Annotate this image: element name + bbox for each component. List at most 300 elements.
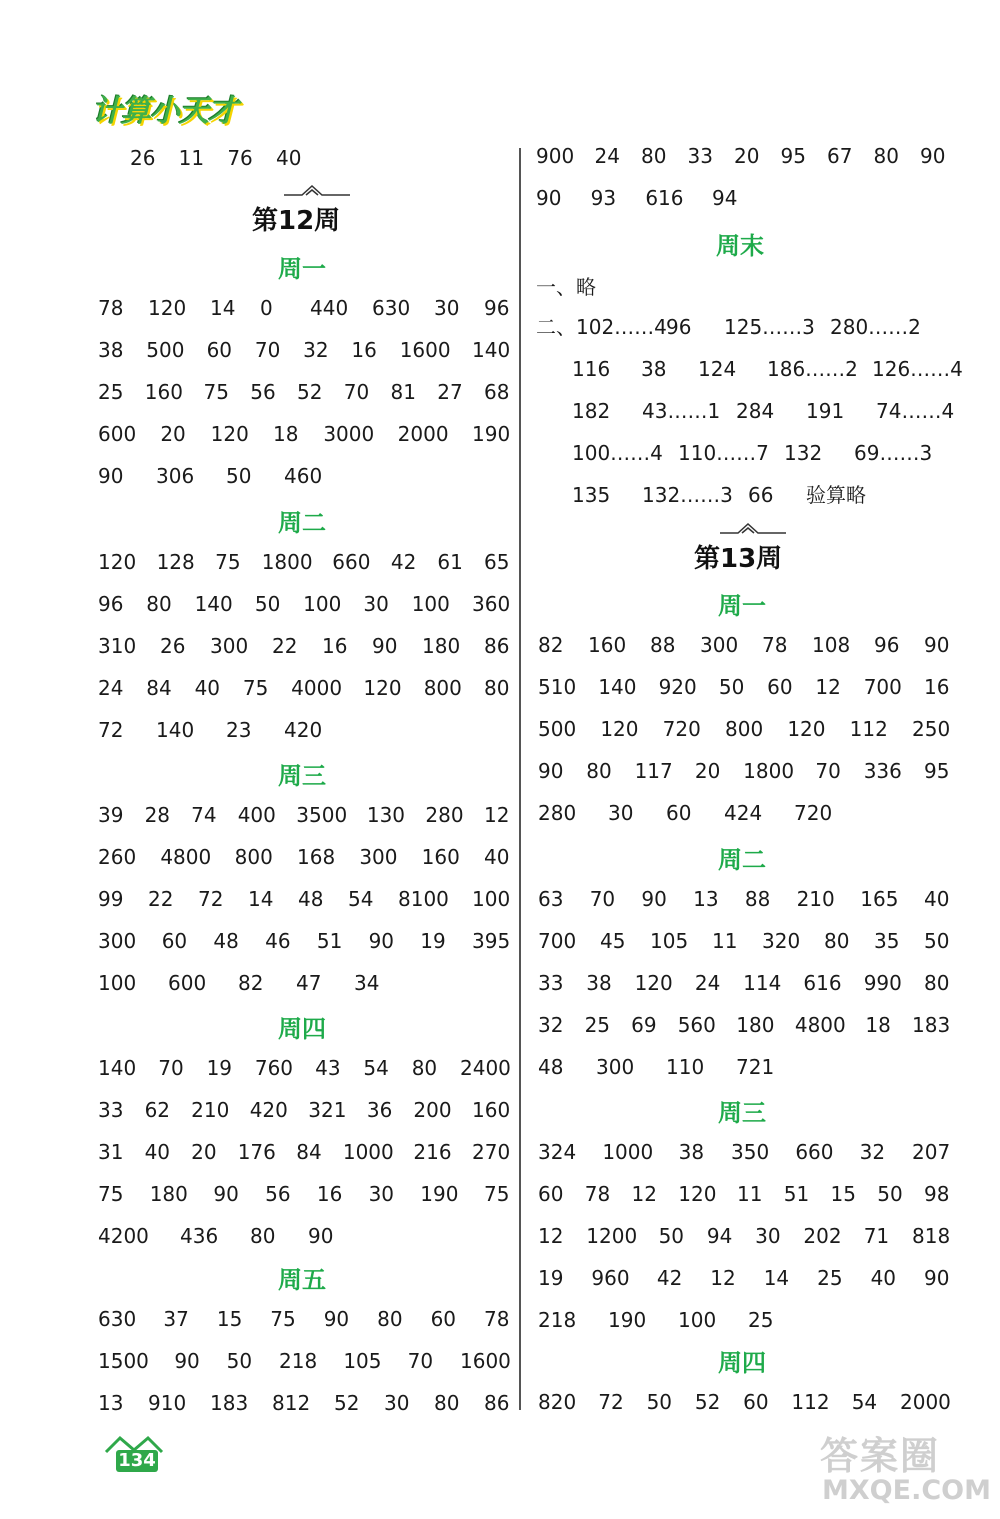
answer-value: 105 xyxy=(343,1349,382,1373)
answer-row xyxy=(538,1385,951,1419)
answer-value: 80 xyxy=(146,592,172,616)
answer-value: 31 xyxy=(98,1140,124,1164)
answer-value: 132 xyxy=(784,441,823,465)
answer-value: 40 xyxy=(194,676,221,700)
answer-value: 1600 xyxy=(460,1349,511,1373)
answer-value: 69 xyxy=(631,1013,657,1037)
answer-value: 19 xyxy=(420,929,446,953)
answer-value: 60 xyxy=(206,338,233,362)
answer-value: 74 xyxy=(191,803,217,827)
answer-row xyxy=(98,1219,508,1253)
answer-value: 70 xyxy=(589,887,616,911)
answer-row xyxy=(538,1219,951,1253)
watermark xyxy=(820,1425,990,1515)
answer-value: 910 xyxy=(148,1391,187,1415)
answer-value: 51 xyxy=(316,929,343,953)
answer-value: 70 xyxy=(815,759,841,783)
answer-value: 120 xyxy=(98,550,137,574)
answer-value: 12 xyxy=(484,803,510,827)
answer-value: 120 xyxy=(363,676,402,700)
answer-value: 320 xyxy=(762,929,801,953)
answer-value: 72 xyxy=(598,1390,624,1414)
answer-value: 90 xyxy=(372,634,398,658)
answer-value: 一、略 xyxy=(536,275,596,299)
answer-value: 280 xyxy=(538,801,577,825)
answer-value: 630 xyxy=(372,296,411,320)
answer-value: 88 xyxy=(744,887,771,911)
answer-value: 100 xyxy=(472,887,511,911)
answer-value: 300 xyxy=(596,1055,635,1079)
answer-value: 75 xyxy=(242,676,269,700)
answer-value: 100 xyxy=(303,592,342,616)
answer-row xyxy=(98,1386,508,1420)
answer-value: 78 xyxy=(98,296,124,320)
answer-value: 110 xyxy=(666,1055,705,1079)
answer-value: 90 xyxy=(368,929,395,953)
answer-value: 1600 xyxy=(399,338,451,362)
answer-value: 191 xyxy=(806,399,845,423)
answer-value: 99 xyxy=(98,887,124,911)
answer-value: 202 xyxy=(803,1224,842,1248)
answer-value: 95 xyxy=(924,759,950,783)
answer-value: 350 xyxy=(731,1140,770,1164)
answer-value: 33 xyxy=(687,144,713,168)
answer-value: 72 xyxy=(98,718,124,742)
answer-value: 1200 xyxy=(586,1224,638,1248)
answer-value: 80 xyxy=(924,971,950,995)
answer-value: 81 xyxy=(390,380,416,404)
answer-value: 210 xyxy=(191,1098,230,1122)
answer-value: 1000 xyxy=(602,1140,654,1164)
answer-value: 300 xyxy=(359,845,398,869)
answer-value: 27 xyxy=(437,380,463,404)
answer-row xyxy=(538,712,951,746)
answer-value: 216 xyxy=(413,1140,452,1164)
answer-value: 20 xyxy=(160,422,186,446)
answer-value: 218 xyxy=(538,1308,577,1332)
answer-value: 90 xyxy=(536,186,562,210)
answer-value: 70 xyxy=(158,1056,184,1080)
answer-value: 70 xyxy=(343,380,370,404)
answer-value: 48 xyxy=(213,929,239,953)
day-title: 周三 xyxy=(718,1099,766,1127)
answer-value: 50 xyxy=(254,592,281,616)
answer-value: 52 xyxy=(297,380,323,404)
answer-value: 1800 xyxy=(743,759,795,783)
answer-value: 30 xyxy=(368,1182,395,1206)
answer-value: 40 xyxy=(870,1266,897,1290)
answer-value: 183 xyxy=(210,1391,249,1415)
answer-value: 1800 xyxy=(261,550,313,574)
answer-value: 80 xyxy=(434,1391,460,1415)
answer-value: 160 xyxy=(588,633,627,657)
answer-value: 140 xyxy=(98,1056,137,1080)
answer-value: 20 xyxy=(734,144,760,168)
answer-value: 820 xyxy=(538,1390,577,1414)
answer-value: 190 xyxy=(608,1308,647,1332)
answer-value: 12 xyxy=(538,1224,564,1248)
answer-value: 700 xyxy=(538,929,577,953)
answer-value: 13 xyxy=(98,1391,124,1415)
answer-value: 310 xyxy=(98,634,137,658)
answer-value: 400 xyxy=(237,803,276,827)
answer-value: 180 xyxy=(736,1013,775,1037)
answer-value: 124 xyxy=(698,357,737,381)
answer-value: 270 xyxy=(472,1140,511,1164)
answer-row xyxy=(572,394,955,428)
answer-value: 125……3 xyxy=(724,315,815,339)
answer-value: 45 xyxy=(600,929,626,953)
day-title: 周三 xyxy=(278,762,326,790)
answer-value: 207 xyxy=(912,1140,951,1164)
answer-value: 18 xyxy=(865,1013,891,1037)
answer-value: 80 xyxy=(824,929,850,953)
answer-value: 25 xyxy=(98,380,124,404)
answer-value: 12 xyxy=(815,675,841,699)
day-title: 周四 xyxy=(718,1349,766,1377)
answer-value: 8100 xyxy=(398,887,449,911)
answer-value: 100 xyxy=(411,592,450,616)
answer-value: 84 xyxy=(296,1140,322,1164)
answer-value: 42 xyxy=(390,550,417,574)
answer-value: 66 xyxy=(748,483,774,507)
answer-value: 75 xyxy=(270,1307,296,1331)
answer-value: 65 xyxy=(484,550,510,574)
answer-value: 50 xyxy=(877,1182,903,1206)
answer-value: 11 xyxy=(178,146,205,170)
answer-value: 135 xyxy=(572,483,611,507)
answer-row xyxy=(98,924,511,958)
weekend-title: 周末 xyxy=(716,232,764,260)
answer-value: 16 xyxy=(351,338,377,362)
answer-value: 176 xyxy=(237,1140,276,1164)
answer-value: 110……7 xyxy=(678,441,769,465)
answer-value: 0 xyxy=(260,296,273,320)
answer-value: 88 xyxy=(650,633,676,657)
answer-value: 96 xyxy=(98,592,124,616)
answer-value: 760 xyxy=(254,1056,294,1080)
answer-row xyxy=(538,796,948,830)
answer-value: 39 xyxy=(98,803,124,827)
answer-row xyxy=(536,139,944,173)
answer-value: 15 xyxy=(216,1307,243,1331)
answer-row xyxy=(98,713,508,747)
answer-value: 90 xyxy=(920,144,946,168)
answer-value: 76 xyxy=(227,146,253,170)
answer-value: 80 xyxy=(586,759,612,783)
answer-value: 120 xyxy=(634,971,673,995)
answer-row xyxy=(538,1008,951,1042)
answer-value: 280……2 xyxy=(830,315,921,339)
answer-row xyxy=(538,1303,948,1337)
answer-value: 140 xyxy=(156,718,195,742)
answer-value: 112 xyxy=(791,1390,830,1414)
answer-value: 24 xyxy=(694,971,721,995)
answer-row xyxy=(98,1093,511,1127)
answer-value: 160 xyxy=(144,380,183,404)
answer-value: 960 xyxy=(591,1266,630,1290)
answer-value: 114 xyxy=(743,971,782,995)
answer-value: 800 xyxy=(234,845,273,869)
answer-value: 68 xyxy=(484,380,510,404)
answer-value: 78 xyxy=(584,1182,611,1206)
answer-row xyxy=(536,270,616,304)
answer-value: 2000 xyxy=(397,422,449,446)
answer-value: 75 xyxy=(98,1182,124,1206)
answer-value: 250 xyxy=(912,717,951,741)
answer-value: 70 xyxy=(254,338,281,362)
answer-value: 38 xyxy=(678,1140,705,1164)
answer-value: 190 xyxy=(472,422,511,446)
answer-value: 2400 xyxy=(460,1056,511,1080)
answer-value: 43……1 xyxy=(642,399,721,423)
answer-value: 75 xyxy=(215,550,241,574)
column-divider xyxy=(519,148,521,1410)
week-ornament xyxy=(282,183,352,197)
day-title: 周四 xyxy=(278,1015,326,1043)
logo: 计算小天才 xyxy=(92,94,237,129)
answer-row xyxy=(538,882,948,916)
answer-value: 25 xyxy=(748,1308,774,1332)
answer-value: 48 xyxy=(538,1055,564,1079)
answer-value: 32 xyxy=(303,338,329,362)
answer-value: 19 xyxy=(538,1266,564,1290)
answer-value: 14 xyxy=(210,296,236,320)
answer-value: 900 xyxy=(536,144,575,168)
answer-value: 94 xyxy=(712,186,738,210)
day-title: 周五 xyxy=(278,1266,326,1294)
answer-value: 94 xyxy=(706,1224,733,1248)
answer-value: 120 xyxy=(210,422,249,446)
answer-value: 500 xyxy=(146,338,185,362)
answer-value: 168 xyxy=(297,845,336,869)
answer-value: 78 xyxy=(762,633,788,657)
answer-value: 108 xyxy=(812,633,851,657)
answer-row xyxy=(572,352,963,386)
answer-value: 32 xyxy=(538,1013,564,1037)
answer-value: 1500 xyxy=(98,1349,149,1373)
answer-value: 34 xyxy=(354,971,380,995)
day-title: 周二 xyxy=(718,846,766,874)
answer-value: 78 xyxy=(484,1307,510,1331)
answer-value: 183 xyxy=(912,1013,951,1037)
page-number: 134 xyxy=(116,1450,158,1472)
answer-value: 37 xyxy=(163,1307,189,1331)
answer-value: 420 xyxy=(284,718,323,742)
answer-value: 二、102……4 xyxy=(536,315,667,339)
answer-value: 4800 xyxy=(794,1013,846,1037)
answer-value: 20 xyxy=(191,1140,217,1164)
answer-row xyxy=(98,459,508,493)
answer-row xyxy=(98,333,511,367)
answer-value: 324 xyxy=(538,1140,577,1164)
answer-value: 验算略 xyxy=(806,483,866,507)
answer-value: 660 xyxy=(795,1140,834,1164)
answer-value: 30 xyxy=(434,296,460,320)
answer-value: 616 xyxy=(803,971,842,995)
answer-row xyxy=(538,1177,948,1211)
answer-value: 180 xyxy=(422,634,461,658)
answer-row xyxy=(98,1302,508,1336)
answer-value: 600 xyxy=(168,971,207,995)
answer-value: 38 xyxy=(641,357,667,381)
answer-value: 42 xyxy=(656,1266,683,1290)
answer-row xyxy=(538,1050,948,1084)
answer-value: 75 xyxy=(203,380,229,404)
answer-value: 90 xyxy=(98,464,124,488)
answer-value: 80 xyxy=(411,1056,438,1080)
answer-value: 4800 xyxy=(160,845,212,869)
answer-value: 38 xyxy=(586,971,612,995)
answer-value: 19 xyxy=(206,1056,233,1080)
answer-row xyxy=(98,629,508,663)
answer-value: 69……3 xyxy=(854,441,933,465)
answer-value: 35 xyxy=(874,929,900,953)
answer-value: 12 xyxy=(710,1266,736,1290)
answer-row xyxy=(130,141,300,175)
answer-value: 32 xyxy=(859,1140,886,1164)
answer-value: 67 xyxy=(827,144,853,168)
answer-value: 28 xyxy=(144,803,171,827)
answer-value: 3000 xyxy=(323,422,375,446)
answer-value: 74……4 xyxy=(876,399,955,423)
answer-value: 93 xyxy=(590,186,617,210)
answer-row xyxy=(538,1261,948,1295)
day-title: 周一 xyxy=(718,592,766,620)
answer-value: 116 xyxy=(572,357,611,381)
answer-value: 190 xyxy=(420,1182,459,1206)
answer-value: 140 xyxy=(194,592,233,616)
answer-value: 50 xyxy=(924,929,950,953)
answer-value: 126……4 xyxy=(872,357,963,381)
answer-value: 40 xyxy=(484,845,510,869)
answer-row xyxy=(98,1177,508,1211)
answer-row xyxy=(538,966,948,1000)
answer-value: 51 xyxy=(783,1182,810,1206)
answer-value: 50 xyxy=(658,1224,685,1248)
answer-row xyxy=(98,291,508,325)
answer-value: 26 xyxy=(130,146,156,170)
answer-value: 98 xyxy=(924,1182,950,1206)
answer-value: 440 xyxy=(310,296,349,320)
answer-value: 90 xyxy=(924,1266,950,1290)
answer-value: 13 xyxy=(693,887,719,911)
answer-value: 11 xyxy=(737,1182,763,1206)
answer-value: 436 xyxy=(180,1224,219,1248)
answer-value: 18 xyxy=(273,422,299,446)
answer-value: 60 xyxy=(430,1307,457,1331)
answer-value: 40 xyxy=(276,146,302,170)
answer-value: 128 xyxy=(156,550,195,574)
answer-value: 200 xyxy=(413,1098,452,1122)
answer-value: 90 xyxy=(174,1349,200,1373)
answer-value: 16 xyxy=(322,634,348,658)
answer-value: 82 xyxy=(538,633,564,657)
answer-value: 22 xyxy=(272,634,298,658)
answer-value: 96 xyxy=(484,296,510,320)
answer-row xyxy=(98,1135,511,1169)
answer-value: 40 xyxy=(924,887,950,911)
week-title: 第13周 xyxy=(694,544,783,574)
answer-row xyxy=(98,1051,511,1085)
answer-value: 186……2 xyxy=(767,357,858,381)
answer-value: 50 xyxy=(226,1349,253,1373)
answer-value: 284 xyxy=(736,399,775,423)
answer-value: 36 xyxy=(366,1098,393,1122)
answer-row xyxy=(98,545,508,579)
answer-value: 2000 xyxy=(900,1390,951,1414)
answer-value: 90 xyxy=(924,633,950,657)
answer-value: 11 xyxy=(712,929,738,953)
answer-value: 100……4 xyxy=(572,441,663,465)
answer-value: 20 xyxy=(694,759,721,783)
answer-value: 721 xyxy=(736,1055,775,1079)
answer-value: 420 xyxy=(249,1098,288,1122)
answer-value: 424 xyxy=(724,801,763,825)
day-title: 周二 xyxy=(278,509,326,537)
answer-value: 96 xyxy=(874,633,900,657)
answer-value: 4000 xyxy=(291,676,343,700)
answer-value: 300 xyxy=(98,929,137,953)
answer-value: 60 xyxy=(767,675,793,699)
answer-row xyxy=(98,375,508,409)
answer-value: 56 xyxy=(265,1182,291,1206)
answer-value: 71 xyxy=(863,1224,890,1248)
answer-value: 95 xyxy=(780,144,806,168)
answer-value: 80 xyxy=(641,144,667,168)
answer-value: 3500 xyxy=(296,803,348,827)
answer-value: 30 xyxy=(608,801,634,825)
answer-value: 990 xyxy=(863,971,902,995)
answer-value: 47 xyxy=(296,971,322,995)
answer-value: 52 xyxy=(334,1391,360,1415)
answer-value: 84 xyxy=(146,676,172,700)
answer-value: 112 xyxy=(849,717,888,741)
answer-value: 395 xyxy=(472,929,511,953)
answer-value: 300 xyxy=(700,633,739,657)
answer-value: 12 xyxy=(631,1182,657,1206)
answer-value: 26 xyxy=(160,634,186,658)
answer-value: 90 xyxy=(641,887,667,911)
answer-value: 510 xyxy=(538,675,577,699)
answer-value: 70 xyxy=(407,1349,434,1373)
answer-value: 14 xyxy=(248,887,274,911)
answer-value: 100 xyxy=(678,1308,717,1332)
answer-value: 24 xyxy=(594,144,620,168)
answer-value: 90 xyxy=(323,1307,350,1331)
answer-value: 300 xyxy=(210,634,249,658)
answer-value: 218 xyxy=(279,1349,318,1373)
answer-value: 660 xyxy=(332,550,371,574)
answer-value: 30 xyxy=(363,592,389,616)
answer-value: 920 xyxy=(658,675,697,699)
answer-value: 43 xyxy=(315,1056,341,1080)
answer-value: 1000 xyxy=(342,1140,394,1164)
answer-row xyxy=(538,1135,951,1169)
answer-row xyxy=(536,310,946,344)
page-number-badge xyxy=(102,1432,166,1478)
answer-value: 120 xyxy=(148,296,187,320)
answer-value: 90 xyxy=(308,1224,334,1248)
answer-value: 46 xyxy=(265,929,291,953)
answer-value: 80 xyxy=(377,1307,403,1331)
answer-value: 16 xyxy=(316,1182,343,1206)
answer-value: 62 xyxy=(144,1098,171,1122)
answer-row xyxy=(98,587,511,621)
answer-value: 24 xyxy=(98,676,124,700)
answer-value: 720 xyxy=(794,801,833,825)
answer-value: 280 xyxy=(425,803,464,827)
